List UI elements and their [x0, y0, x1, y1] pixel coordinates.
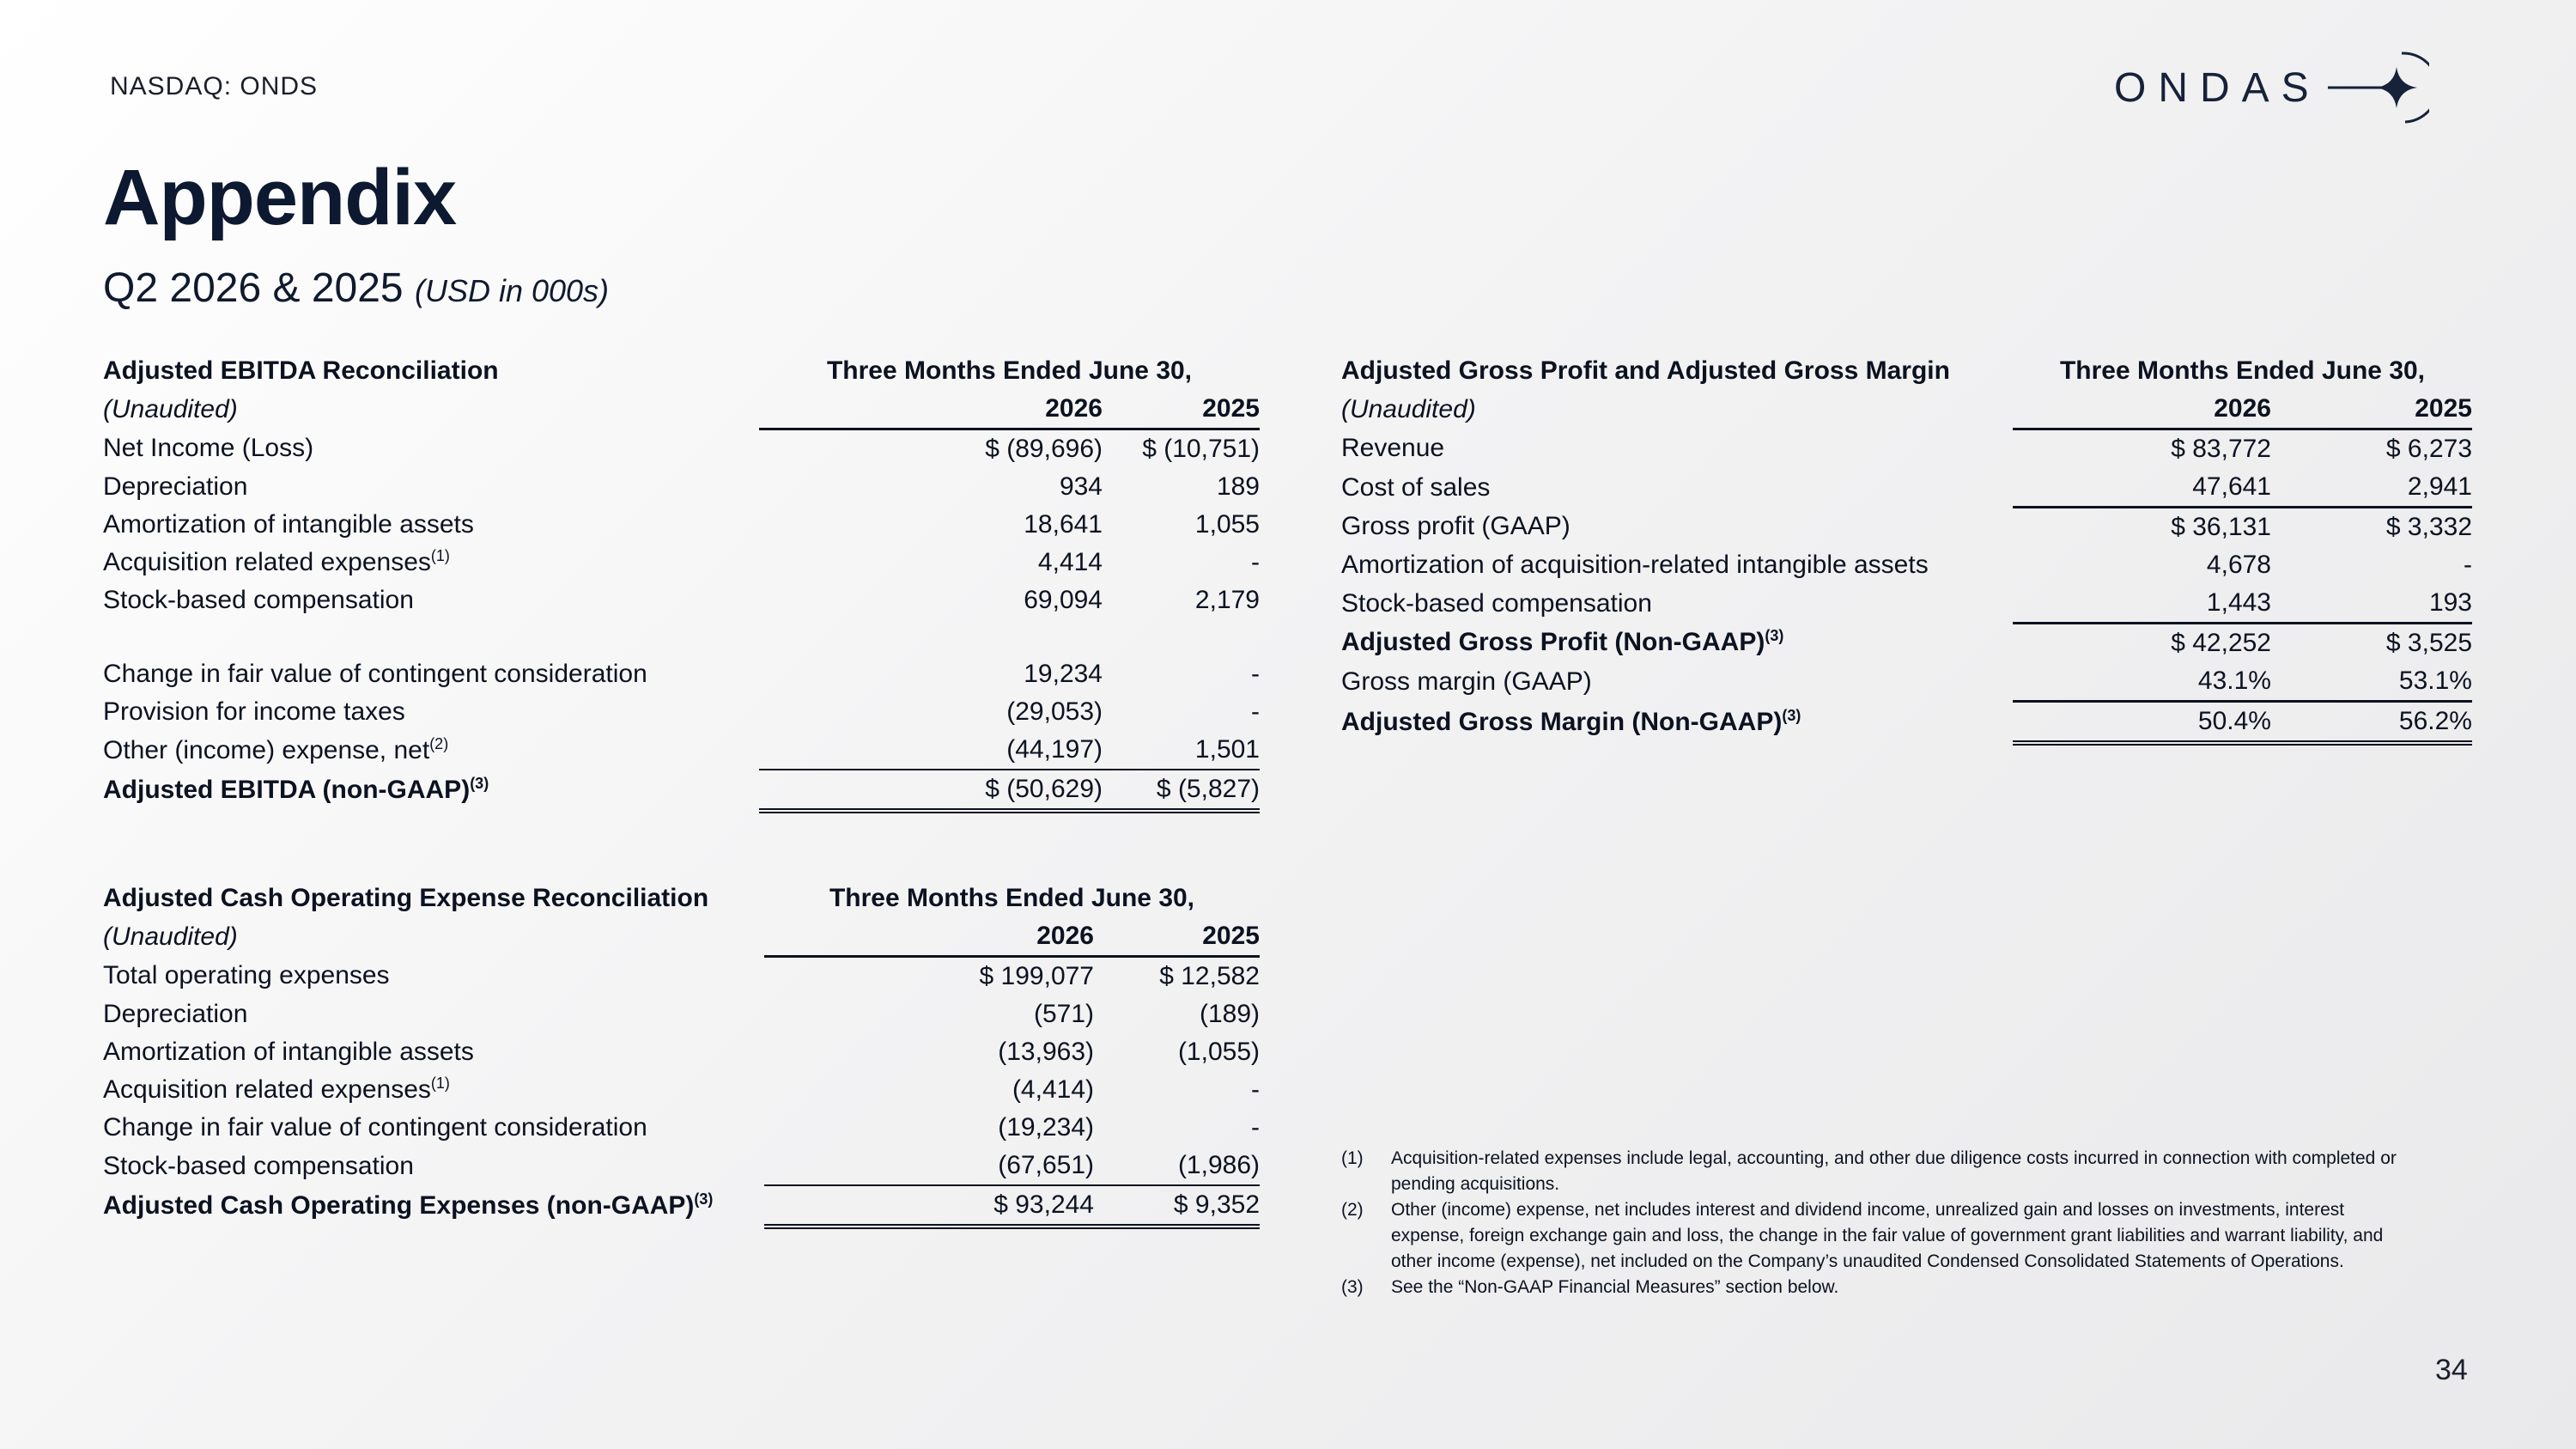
cash-opex-period: Three Months Ended June 30,	[829, 884, 1195, 912]
ebitda-table	[103, 352, 1260, 813]
table-row	[103, 581, 1260, 619]
row-value-2026: 19,234	[1024, 660, 1103, 688]
row-label: Amortization of intangible assets	[103, 510, 474, 539]
row-value-2026: (67,651)	[998, 1151, 1094, 1179]
gross-period: Three Months Ended June 30,	[2059, 356, 2426, 385]
row-value-2026: (19,234)	[998, 1113, 1094, 1142]
row-value-2025: 1,501	[1194, 735, 1260, 764]
footnote-text: See the “Non-GAAP Financial Measures” section below.	[1391, 1277, 1839, 1297]
page-subtitle	[103, 265, 609, 312]
total-label	[103, 770, 759, 811]
row-label: Gross margin (GAAP)	[1341, 667, 1592, 696]
row-value-2025: -	[1251, 1113, 1260, 1142]
row-value-2026: 4,414	[1037, 548, 1103, 576]
total-row	[103, 770, 1260, 811]
total-value-2025: $ 9,352	[1094, 1185, 1260, 1227]
row-label-text: Acquisition related expenses	[103, 1075, 431, 1104]
star-swoosh-icon	[2326, 48, 2429, 127]
cash-opex-unaudited: (Unaudited)	[103, 922, 238, 951]
row-value-2025: $ 3,525	[2385, 629, 2472, 657]
row-value-2026: 1,443	[2013, 584, 2271, 624]
table-row	[1341, 468, 2472, 508]
row-value-2025: 2,179	[1194, 586, 1260, 614]
gross-col-2025: 2025	[2271, 390, 2472, 429]
row-label	[103, 1071, 764, 1109]
cash-opex-title: Adjusted Cash Operating Expense Reconciliation	[103, 884, 709, 912]
cash-opex-table	[103, 880, 1260, 1229]
row-value-2025: -	[1251, 1075, 1260, 1104]
footnote-ref: (2)	[429, 734, 449, 752]
row-label-text: Adjusted Gross Profit (Non-GAAP)	[1341, 628, 1765, 657]
footnote-mark: (3)	[1341, 1277, 1364, 1297]
footnote-item	[1341, 1146, 2397, 1197]
table-row	[103, 1147, 1260, 1185]
total-label-text: Adjusted Cash Operating Expenses (non-GAAP)	[103, 1191, 695, 1220]
row-value-2025: $ 3,332	[2385, 513, 2472, 541]
table-row	[103, 1071, 1260, 1109]
row-value-2025: $ 6,273	[2385, 435, 2472, 463]
ebitda-period: Three Months Ended June 30,	[826, 356, 1193, 385]
table-row	[103, 429, 1260, 469]
row-value-2026: $ 83,772	[2171, 435, 2271, 463]
row-label: Provision for income taxes	[103, 697, 405, 726]
gross-subheader-row	[1341, 390, 2472, 429]
gross-unaudited: (Unaudited)	[1341, 394, 1476, 423]
gross-title: Adjusted Gross Profit and Adjusted Gross Margin	[1341, 356, 1950, 385]
row-value-2026: (13,963)	[998, 1038, 1094, 1066]
ebitda-unaudited: (Unaudited)	[103, 394, 238, 423]
footnote-ref: (3)	[1782, 706, 1801, 724]
row-label: Stock-based compensation	[103, 1151, 414, 1180]
row-value-2025: -	[1251, 548, 1260, 576]
row-value-2025: 2,941	[2271, 468, 2472, 508]
row-value-2026: 69,094	[1024, 586, 1103, 614]
row-label: Stock-based compensation	[103, 586, 414, 614]
row-label-text: Acquisition related expenses	[103, 548, 431, 576]
table-row	[103, 544, 1260, 581]
gross-col-2026: 2026	[2013, 390, 2271, 429]
ebitda-title: Adjusted EBITDA Reconciliation	[103, 356, 499, 385]
row-value-2026: (29,053)	[1006, 697, 1103, 726]
row-label: Amortization of acquisition-related intangible assets	[1341, 551, 1929, 579]
company-logo	[2114, 48, 2475, 127]
row-label: Cost of sales	[1341, 472, 1491, 502]
spacer-row	[103, 619, 1260, 655]
footnote-text: Other (income) expense, net includes interest and dividend income, unrealized gain and losses on investments, interest expense, foreign exchange gain and loss, the change in the fair value of government grant liabilities and warrant liability, and other income (expense), net included on the Company’s unaudited Condensed Consolidated Statements of Operations.	[1391, 1200, 2384, 1271]
row-value-2025: 1,055	[1194, 510, 1260, 539]
row-value-2026: 4,678	[2206, 551, 2271, 579]
row-value-2025: (189)	[1199, 1000, 1260, 1028]
table-row	[103, 1033, 1260, 1071]
row-value-2025: $ 12,582	[1159, 962, 1260, 990]
footnotes	[1341, 1146, 2397, 1300]
footnote-item	[1341, 1197, 2397, 1275]
row-value-2025: -	[1251, 697, 1260, 726]
table-row	[103, 1109, 1260, 1147]
footnote-ref: (3)	[694, 1190, 714, 1208]
row-value-2026: 43.1%	[2013, 662, 2271, 702]
row-value-2025: (1,055)	[1177, 1038, 1260, 1066]
table-row	[103, 506, 1260, 544]
ebitda-col-2026: 2026	[759, 390, 1103, 429]
row-label	[103, 731, 759, 770]
row-value-2026: $ 36,131	[2171, 513, 2271, 541]
row-value-2025: 193	[2271, 584, 2472, 624]
row-value-2025: -	[2464, 551, 2472, 579]
row-value-2026: $ (89,696)	[985, 435, 1103, 463]
row-value-2025: (1,986)	[1177, 1151, 1260, 1179]
footnote-mark: (2)	[1341, 1200, 1364, 1220]
footnote-ref: (1)	[430, 547, 450, 564]
row-value-2026: (571)	[1033, 1000, 1094, 1028]
table-row	[1341, 508, 2472, 547]
total-row	[1341, 702, 2472, 744]
ticker-symbol: NASDAQ: ONDS	[110, 72, 319, 100]
gross-profit-table	[1341, 352, 2472, 746]
logo-wordmark: ONDAS	[2114, 64, 2321, 111]
total-value-2026: $ 93,244	[764, 1185, 1094, 1227]
row-value-2025: 189	[1216, 472, 1260, 501]
table-row	[1341, 546, 2472, 584]
ebitda-col-2025: 2025	[1103, 390, 1260, 429]
row-label: Amortization of intangible assets	[103, 1038, 474, 1066]
row-label: Gross profit (GAAP)	[1341, 512, 1571, 541]
footnote-ref: (1)	[430, 1075, 450, 1092]
subtotal-row	[1341, 624, 2472, 663]
row-label: Depreciation	[103, 472, 248, 501]
row-label: Change in fair value of contingent consideration	[103, 1113, 647, 1142]
page-title: Appendix	[103, 154, 457, 241]
table-row	[1341, 429, 2472, 469]
total-row	[103, 1185, 1260, 1227]
table-row	[1341, 662, 2472, 702]
cash-opex-col-2025: 2025	[1094, 917, 1260, 957]
total-value-2026: 50.4%	[2013, 702, 2271, 744]
row-value-2025: $ (10,751)	[1142, 435, 1260, 463]
total-label-text: Adjusted Gross Margin (Non-GAAP)	[1341, 707, 1783, 736]
total-value-2025: $ (5,827)	[1103, 770, 1260, 811]
total-value-2025: 56.2%	[2271, 702, 2472, 744]
row-value-2026: 934	[1059, 472, 1103, 501]
cash-opex-header-row	[103, 880, 1260, 917]
ebitda-subheader-row	[103, 390, 1260, 429]
page-number: 34	[2435, 1354, 2468, 1386]
table-row	[103, 731, 1260, 770]
cash-opex-subheader-row	[103, 917, 1260, 957]
row-value-2025: -	[1251, 660, 1260, 688]
cash-opex-col-2026: 2026	[764, 917, 1094, 957]
row-value-2026: 47,641	[2013, 468, 2271, 508]
footnote-ref: (3)	[470, 775, 489, 792]
subtitle-period: Q2 2026 & 2025	[103, 265, 404, 311]
table-row	[103, 655, 1260, 693]
table-row	[103, 468, 1260, 506]
total-label	[1341, 702, 2013, 744]
row-label: Total operating expenses	[103, 961, 390, 990]
total-value-2026: $ (50,629)	[759, 770, 1103, 811]
row-label: Net Income (Loss)	[103, 434, 314, 463]
footnote-mark: (1)	[1341, 1148, 1364, 1168]
row-value-2026: $ 42,252	[2171, 629, 2271, 657]
table-row	[1341, 584, 2472, 624]
subtitle-unit: (USD in 000s)	[414, 273, 610, 308]
gross-header-row	[1341, 352, 2472, 390]
total-label	[103, 1185, 764, 1227]
row-value-2026: (4,414)	[1012, 1075, 1094, 1104]
row-label	[1341, 624, 2013, 663]
row-label: Revenue	[1341, 434, 1445, 463]
row-value-2025: 53.1%	[2271, 662, 2472, 702]
row-label: Depreciation	[103, 1000, 248, 1028]
table-row	[103, 995, 1260, 1033]
ebitda-header-row	[103, 352, 1260, 390]
total-label-text: Adjusted EBITDA (non-GAAP)	[103, 776, 471, 804]
row-label: Change in fair value of contingent consideration	[103, 660, 647, 688]
footnote-item	[1341, 1275, 2397, 1300]
row-label-text: Other (income) expense, net	[103, 735, 430, 764]
row-label: Stock-based compensation	[1341, 588, 1652, 618]
table-row	[103, 957, 1260, 996]
row-value-2026: 18,641	[1024, 510, 1103, 539]
footnote-text: Acquisition-related expenses include legal, accounting, and other due diligence costs incurred in connection with completed or pending acquisitions.	[1391, 1148, 2397, 1194]
row-value-2026: $ 199,077	[979, 962, 1094, 990]
footnote-ref: (3)	[1765, 627, 1784, 645]
row-value-2026: (44,197)	[1006, 735, 1103, 764]
row-label	[103, 544, 759, 581]
table-row	[103, 693, 1260, 731]
